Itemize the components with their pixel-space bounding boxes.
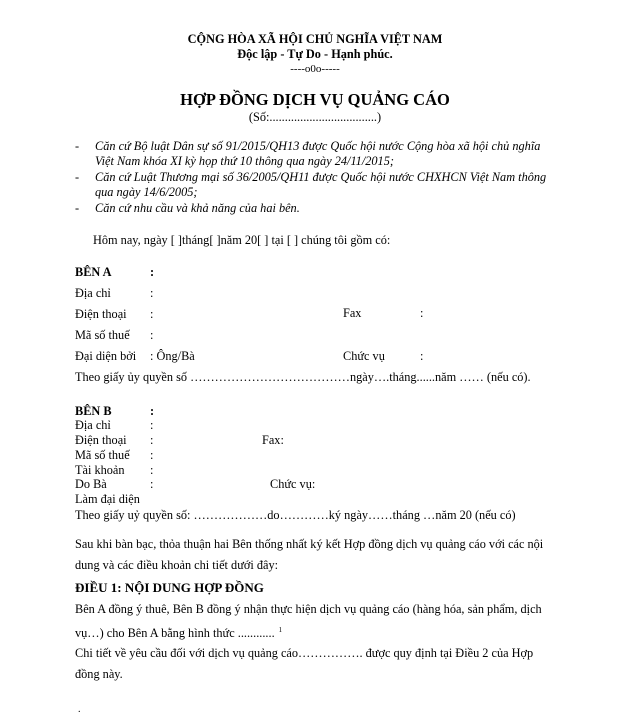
party-b-rep-label: Do Bà [75,477,107,491]
legal-basis-3-line1: Căn cứ nhu cầu và khả năng của hai bên. [95,201,300,215]
legal-basis-2-line1: Căn cứ Luật Thương mại số 36/2005/QH11 được Quốc hội nước CHXHCN Việt Nam thông [95,170,547,184]
party-a-authorization: Theo giấy ủy quyền số …………………………………ngày….tháng......năm …… (nếu có). [75,370,531,384]
article1-p1-line1: Bên A đồng ý thuê, Bên B đồng ý nhận thực hiện dịch vụ quảng cáo (hàng hóa, sản phẩm, dịch [75,602,542,616]
party-b-rep-colon: : [150,477,154,491]
party-a-tax-colon: : [150,328,154,342]
legal-basis-dash: - [75,201,80,215]
party-a-colon: : [150,265,155,279]
party-b-fax-label: Fax: [262,433,284,447]
legal-basis-dash: - [75,170,80,184]
party-b-authorization: Theo giấy uỷ quyền số: ………………do…………ký ngày……tháng …năm 20 (nếu có) [75,508,516,522]
article1-p1-line2 [75,623,282,641]
legal-basis-dash: - [75,139,80,153]
party-b-position-label: Chức vụ: [270,477,316,491]
party-a-fax-colon: : [420,306,424,320]
party-b-colon: : [150,404,155,418]
legal-basis-2-line2: qua ngày 14/6/2005; [95,185,198,199]
party-b-phone-colon: : [150,433,154,447]
agreement-line1: Sau khi bàn bạc, thỏa thuận hai Bên thống nhất ký kết Hợp đồng dịch vụ quảng cáo với các nội [75,537,544,551]
party-b-heading: BÊN B [75,404,112,418]
party-b-acting-rep-label: Làm đại diện [75,492,140,506]
party-b-tax-label: Mã số thuế [75,448,130,462]
party-a-position-colon: : [420,349,424,363]
party-a-fax-label: Fax [343,306,362,320]
agreement-line2: dung và các điều khoản chi tiết dưới đây: [75,558,279,572]
party-a-rep-label: Đại diện bởi [75,349,137,363]
article1-p1-line2-text: vụ…) cho Bên A bằng hình thức ............ [75,626,275,641]
article1-heading: ĐIỀU 1: NỘI DUNG HỢP ĐỒNG [75,580,264,595]
party-b-address-label: Địa chỉ [75,418,111,432]
party-b-tax-colon: : [150,448,154,462]
party-a-phone-colon: : [150,307,154,321]
party-a-address-colon: : [150,286,154,300]
party-b-account-label: Tài khoản [75,463,125,477]
national-motto: Độc lập - Tự Do - Hạnh phúc. [237,47,393,61]
party-a-address-label: Địa chỉ [75,286,111,300]
page-mark: . [78,704,81,715]
party-a-phone-label: Điện thoại [75,307,127,321]
party-b-account-colon: : [150,463,154,477]
party-a-rep-value: : Ông/Bà [150,349,195,363]
legal-basis-1-line1: Căn cứ Bộ luật Dân sự số 91/2015/QH13 được Quốc hội nước Cộng hòa xã hội chủ nghĩa [95,139,541,153]
party-a-position-label: Chức vụ [343,349,385,363]
header-separator: ----o0o----- [290,63,340,75]
contract-title: HỢP ĐỒNG DỊCH VỤ QUẢNG CÁO [180,90,450,109]
footnote-ref[interactable]: 1 [278,626,283,634]
intro-line: Hôm nay, ngày [ ]tháng[ ]năm 20[ ] tại [ ] chúng tôi gồm có: [93,233,391,247]
national-title: CỘNG HÒA XÃ HỘI CHỦ NGHĨA VIỆT NAM [187,32,443,46]
contract-number: (Số:...................................) [248,110,382,124]
party-b-phone-label: Điện thoại [75,433,127,447]
party-a-tax-label: Mã số thuế [75,328,130,342]
article1-p2-line2: đồng này. [75,667,123,681]
legal-basis-1-line2: Việt Nam khóa XI kỳ họp thứ 10 thông qua ngày 24/11/2015; [95,154,394,168]
article1-p2-line1: Chi tiết về yêu cầu đối với dịch vụ quảng cáo……………. được quy định tại Điều 2 của Hợp [75,646,534,660]
party-a-heading: BÊN A [75,265,112,279]
party-b-address-colon: : [150,418,154,432]
